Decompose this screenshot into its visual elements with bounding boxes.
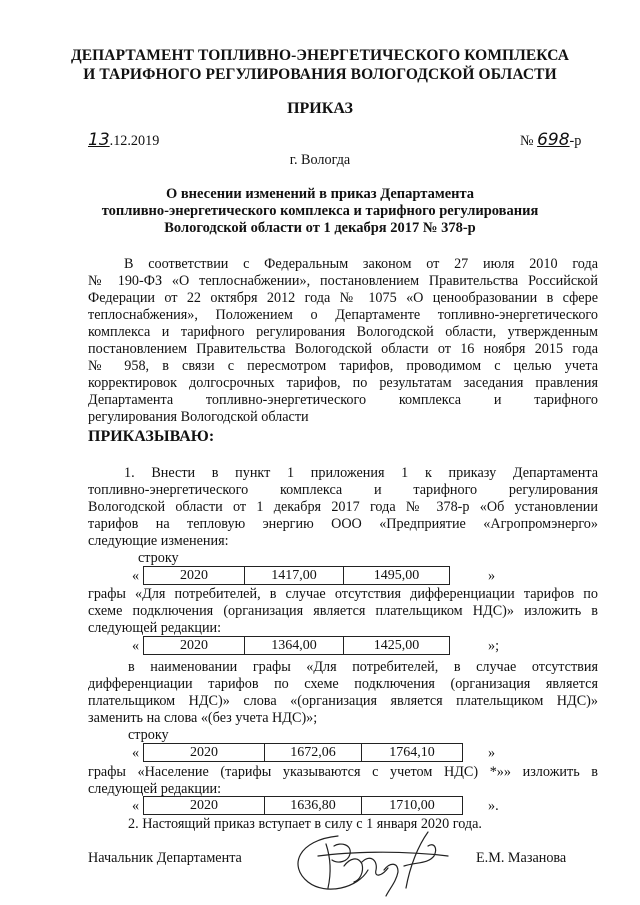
order-date-rest: .12.2019 (109, 133, 160, 149)
text-c (88, 659, 598, 727)
row-a-table (143, 566, 450, 585)
preamble-line: Федерации от 22 октября 2012 года № 1075 «О ценообразовании в сфере (88, 290, 598, 306)
text-e-line: следующей редакции: (88, 781, 222, 797)
item-1-line: тарифов на тепловую энергию ООО «Предприятие «Агропромэнерго» (88, 516, 598, 532)
organization-name-line1: ДЕПАРТАМЕНТ ТОПЛИВНО-ЭНЕРГЕТИЧЕСКОГО КОМПЛЕКСА (70, 47, 570, 64)
preamble-line: регулирования Вологодской области (88, 409, 309, 425)
document-type: ПРИКАЗ (287, 100, 353, 117)
order-number-value: 698 (537, 130, 570, 150)
row-e-year: 2020 (144, 797, 265, 815)
preamble-line: Департамента топливно-энергетического комплекса и тарифного (88, 392, 598, 408)
text-c-line: дифференциации тарифов по схеме подключения (организация является (88, 676, 598, 692)
preamble-line: корректировок долгосрочных тарифов, по результатам заседания правления (88, 375, 598, 391)
row-b-close-quote: »; (488, 638, 500, 654)
row-e-close-quote: ». (488, 798, 499, 814)
item-1-line: следующие изменения: (88, 533, 229, 549)
order-subject (0, 186, 640, 237)
row-b-value-1: 1364,00 (245, 637, 344, 655)
item-1-line: 1. Внести в пункт 1 приложения 1 к приказу Департамента (124, 465, 598, 481)
order-subject-line2: топливно-энергетического комплекса и тарифного регулирования (101, 203, 539, 219)
row-a-value-2: 1495,00 (344, 567, 450, 585)
row-b-year: 2020 (144, 637, 245, 655)
row-d-value-1: 1672,06 (265, 744, 362, 762)
preamble-line: В соответствии с Федеральным законом от 27 июля 2010 года (124, 256, 598, 272)
text-b (88, 586, 598, 637)
preamble-line: № 958, в связи с пересмотром тарифов, проводимом с целью учета (88, 358, 598, 374)
row-a-close-quote: » (488, 568, 496, 584)
text-b-line: графы «Для потребителей, в случае отсутствия дифференциации тарифов по (88, 586, 598, 602)
city: г. Вологда (289, 152, 351, 168)
order-number (520, 130, 581, 150)
row-a-open-quote: « (132, 568, 140, 584)
row-a-value-1: 1417,00 (245, 567, 344, 585)
text-c-line: заменить на слова «(без учета НДС)»; (88, 710, 318, 726)
row-a-label: строку (138, 550, 179, 566)
row-b-table (143, 636, 450, 655)
item-2: 2. Настоящий приказ вступает в силу с 1 января 2020 года. (128, 816, 482, 832)
row-d-open-quote: « (132, 745, 140, 761)
order-date (88, 130, 159, 150)
row-e-open-quote: « (132, 798, 140, 814)
row-e-value-1: 1636,80 (265, 797, 362, 815)
row-d-table (143, 743, 463, 762)
preamble (88, 256, 598, 426)
signature-image (278, 826, 468, 898)
preamble-line: комплекса и тарифного регулирования Вологодской области, утвержденным (88, 324, 598, 340)
order-word: ПРИКАЗЫВАЮ: (88, 428, 215, 445)
row-d-value-2: 1764,10 (362, 744, 463, 762)
order-number-prefix: № (520, 133, 538, 149)
row-b-open-quote: « (132, 638, 140, 654)
preamble-line: постановлением Правительства Вологодской области от 16 ноября 2015 года (88, 341, 598, 357)
row-b-value-2: 1425,00 (344, 637, 450, 655)
preamble-line: № 190-ФЗ «О теплоснабжении», постановлением Правительства Российской (88, 273, 598, 289)
text-e (88, 764, 598, 798)
order-subject-line1: О внесении изменений в приказ Департамента (165, 186, 475, 202)
text-c-line: в наименовании графы «Для потребителей, в случае отсутствия (128, 659, 598, 675)
order-subject-line3: Вологодской области от 1 декабря 2017 № 378-р (164, 220, 476, 236)
organization-name (0, 46, 640, 84)
signatory-position: Начальник Департамента (88, 850, 242, 866)
row-d-year: 2020 (144, 744, 265, 762)
signatory-name: Е.М. Мазанова (476, 850, 567, 866)
item-1 (88, 465, 598, 550)
text-e-line: графы «Население (тарифы указываются с учетом НДС) *»» изложить в (88, 764, 598, 780)
row-d-label: строку (128, 727, 169, 743)
row-d-close-quote: » (488, 745, 496, 761)
preamble-line: теплоснабжения», Положением о Департаменте топливно-энергетического (88, 307, 598, 323)
item-1-line: топливно-энергетического комплекса и тарифного регулирования (88, 482, 598, 498)
row-e-table (143, 796, 463, 815)
order-date-day: 13 (88, 130, 110, 150)
row-e-value-2: 1710,00 (362, 797, 463, 815)
text-b-line: следующей редакции: (88, 620, 222, 636)
organization-name-line2: И ТАРИФНОГО РЕГУЛИРОВАНИЯ ВОЛОГОДСКОЙ ОБЛАСТИ (83, 66, 557, 83)
row-a-year: 2020 (144, 567, 245, 585)
text-c-line: плательщиком НДС)» слова «(организация является плательщиком НДС)» (88, 693, 598, 709)
text-b-line: схеме подключения (организация является плательщиком НДС)» изложить в (88, 603, 598, 619)
order-number-suffix: -р (569, 133, 582, 149)
item-1-line: Вологодской области от 1 декабря 2017 года № 378-р «Об установлении (88, 499, 598, 515)
